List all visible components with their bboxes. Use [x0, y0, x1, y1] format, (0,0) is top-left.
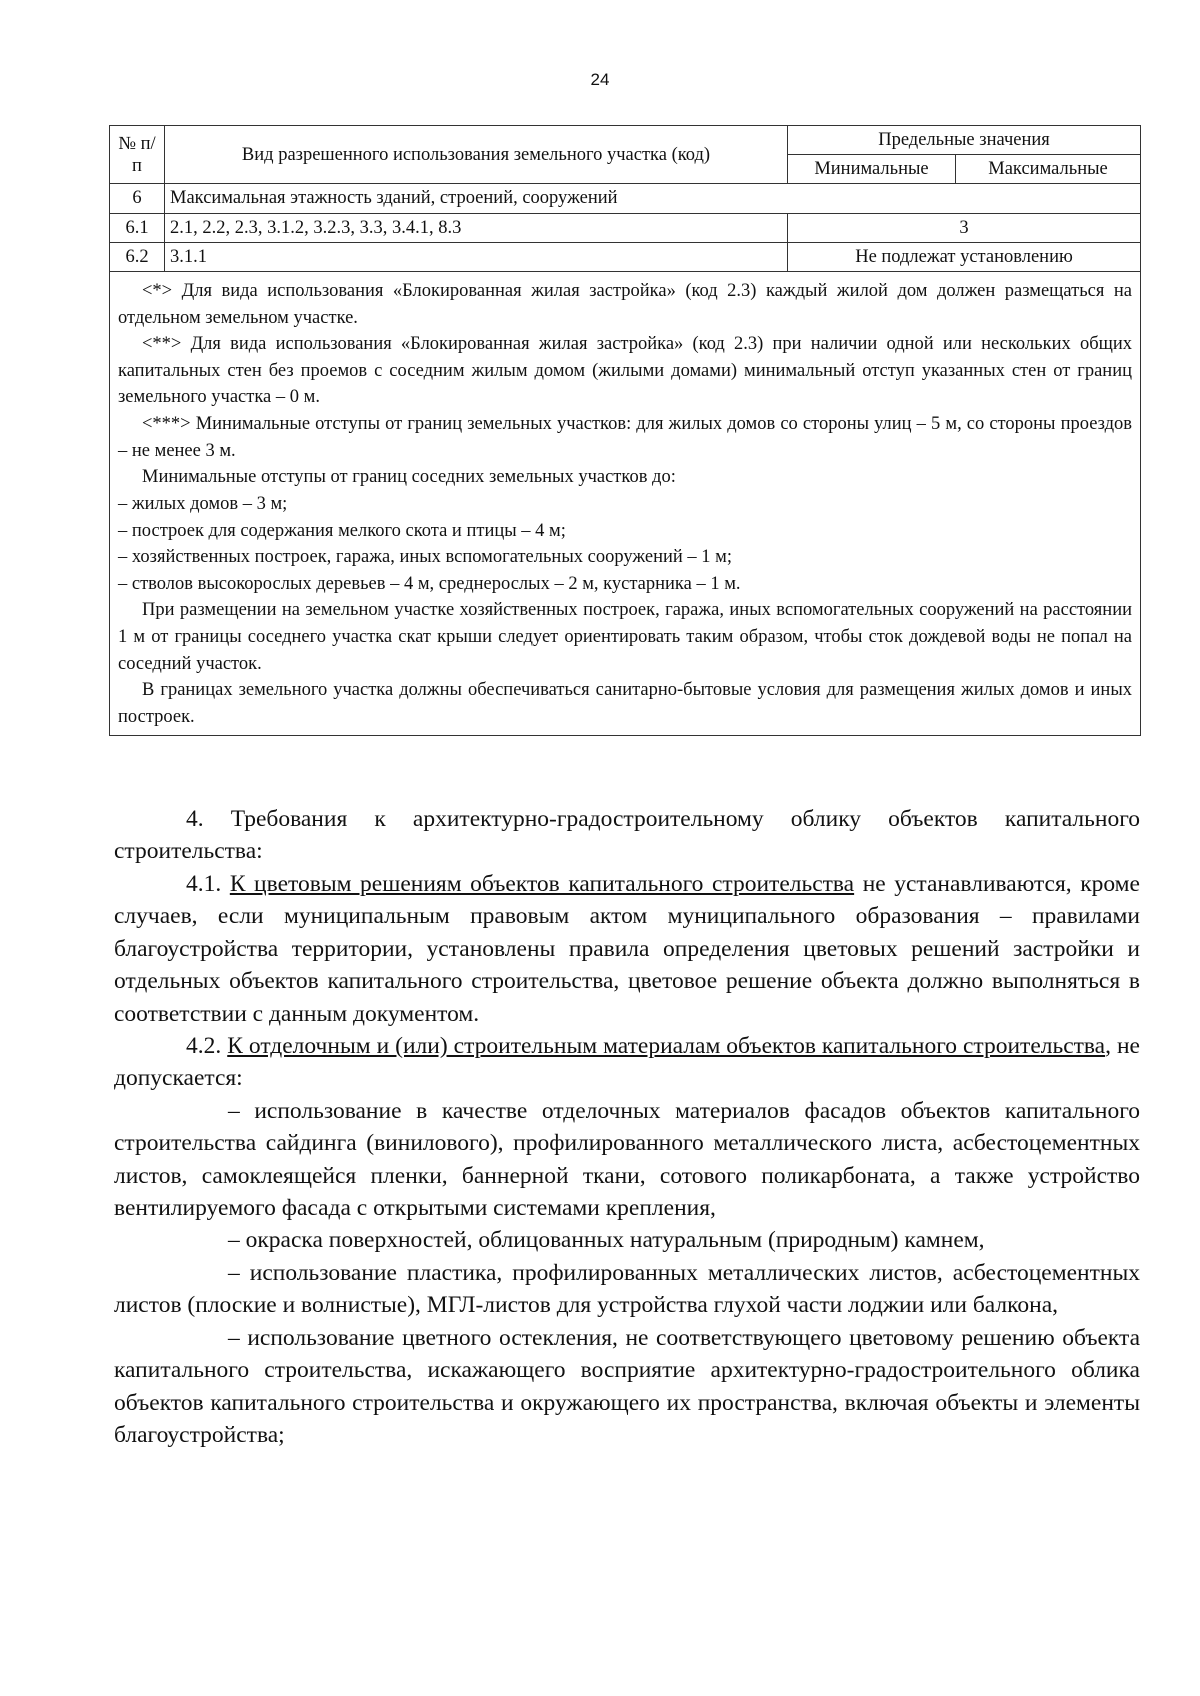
table-row [110, 184, 1141, 213]
row-num: 6.2 [110, 242, 165, 271]
paragraph-number: 4.2. [186, 1032, 222, 1059]
row-value: Не подлежат установлению [788, 242, 1141, 271]
note: При размещении на земельном участке хозяйственных построек, гаража, иных вспомогательных сооружений на расстоянии 1 м от границы соседнего участка скат крыши следует ориентировать таким образом, чтобы сток дождевой воды не попал на соседний участок. [118, 600, 1133, 674]
note: – жилых домов – 3 м; [118, 493, 288, 514]
row-num: 6.1 [110, 213, 165, 242]
note: – хозяйственных построек, гаража, иных вспомогательных сооружений – 1 м; [118, 547, 733, 568]
notes-cell [110, 271, 1141, 735]
notes-row [110, 271, 1141, 735]
paragraph-text: , не допускается: [114, 1032, 1140, 1092]
bullet-item: – использование цветного остекления, не соответствующего цветовому решению объекта капитального строительства, искажающего восприятие архитектурно-градостроительного облика объектов капитального строительства и окружающего их пространства, включая объекты и элементы благоустройства; [114, 1324, 1140, 1449]
note: – построек для содержания мелкого скота и птицы – 4 м; [118, 520, 566, 541]
note: Минимальные отступы от границ соседних земельных участков до: [142, 467, 676, 488]
table-row [110, 242, 1141, 271]
paragraph-4-1 [114, 868, 1140, 1030]
paragraph-4-2 [114, 1030, 1140, 1095]
paragraph-number: 4.1. [186, 870, 222, 897]
row-num: 6 [110, 184, 165, 213]
underlined-heading: К цветовым решениям объектов капитального строительства [229, 870, 855, 897]
note: <***> Минимальные отступы от границ земельных участков: для жилых домов со стороны улиц – 5 м, со стороны проездов – не менее 3 м. [118, 414, 1133, 461]
row-text: 2.1, 2.2, 2.3, 3.1.2, 3.2.3, 3.3, 3.4.1, 8.3 [165, 213, 788, 242]
bullet-item: – использование пластика, профилированных металлических листов, асбестоцементных листов (плоские и волнистые), МГЛ-листов для устройства глухой части лоджии или балкона, [114, 1259, 1140, 1319]
note: <**> Для вида использования «Блокированная жилая застройка» (код 2.3) при наличии одной или нескольких общих капитальных стен без проемов с соседним жилым домом (жилыми домами) минимальный отступ указанных стен от границ земельного участка – 0 м. [118, 334, 1133, 408]
row-text: Максимальная этажность зданий, строений, сооружений [165, 184, 1141, 213]
bullet-item: – окраска поверхностей, облицованных натуральным (природным) камнем, [228, 1227, 985, 1254]
header-min: Минимальные [788, 155, 956, 184]
note: <*> Для вида использования «Блокированная жилая застройка» (код 2.3) каждый жилой дом должен размещаться на отдельном земельном участке. [118, 280, 1133, 328]
row-value: 3 [788, 213, 1141, 242]
note: В границах земельного участка должны обеспечиваться санитарно-бытовые условия для размещения жилых домов и иных построек. [118, 680, 1133, 727]
bullet-item: – использование в качестве отделочных материалов фасадов объектов капитального строительства сайдинга (винилового), профилированного металлического листа, асбестоцементных листов, самоклеящейся пленки, баннерной ткани, сотового поликарбоната, а также устройство вентилируемого фасада с открытыми системами крепления, [114, 1097, 1140, 1222]
note: – стволов высокорослых деревьев – 4 м, среднерослых – 2 м, кустарника – 1 м. [118, 573, 741, 594]
header-limits: Предельные значения [788, 126, 1141, 155]
limits-table [109, 125, 1141, 736]
body-text [114, 803, 1140, 1451]
table-row [110, 213, 1141, 242]
underlined-heading: К отделочным и (или) строительным материалам объектов капитального строительства [227, 1032, 1106, 1059]
header-num: № п/п [110, 126, 165, 184]
table-header-row [110, 126, 1141, 155]
header-max: Максимальные [956, 155, 1141, 184]
header-type: Вид разрешенного использования земельного участка (код) [165, 126, 788, 184]
paragraph-text: не устанавливаются, кроме случаев, если муниципальным правовым актом муниципального образования – правилами благоустройства территории, установлены правила определения цветовых решений застройки и отдельных объектов капитального строительства, цветовое решение объекта должно выполняться в соответствии с данным документом. [114, 870, 1140, 1027]
paragraph-4: 4. Требования к архитектурно-градостроительному облику объектов капитального строительства: [114, 806, 1140, 865]
page-number: 24 [590, 70, 610, 89]
row-text: 3.1.1 [165, 242, 788, 271]
